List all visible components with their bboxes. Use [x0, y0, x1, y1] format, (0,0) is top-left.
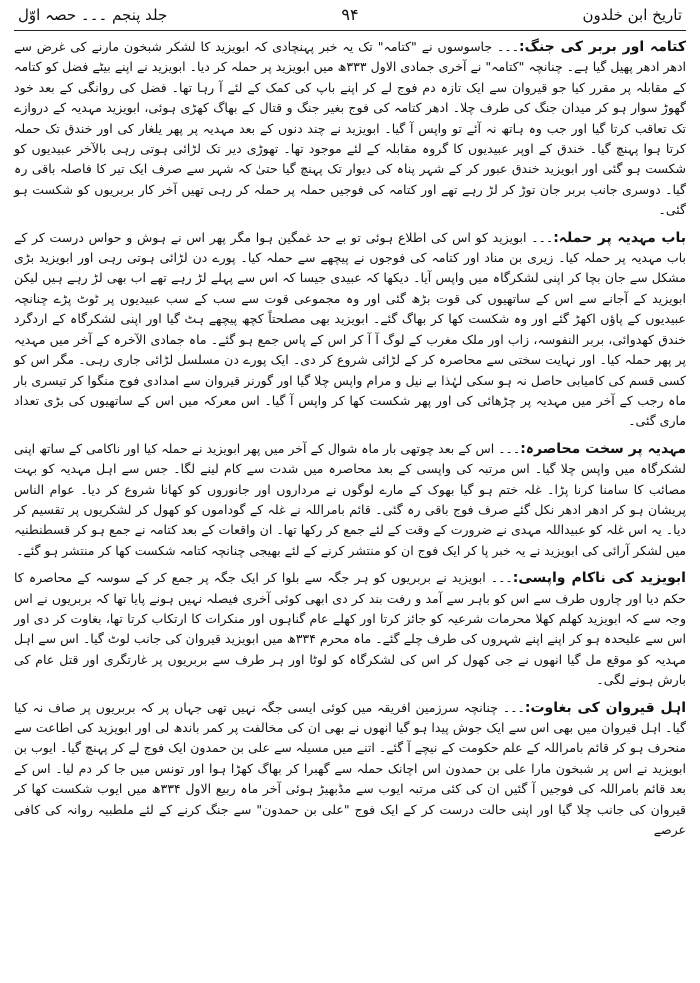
page-header [14, 0, 686, 31]
paragraph-text: ۔۔۔ جاسوسوں نے "کتامہ" تک یہ خبر پہنچادی کہ ابویزید کا لشکر شبخون مارنے کی غرض سے ادھر ادھر پھیل گیا ہے۔ چنانچہ "کتامہ" نے آخری جمادی الاول ۳۳۳ھ میں ابویزید پر حملہ کر دیا۔ ابویزید نے اپنے بیٹے فضل کو کتامہ کے مقابلہ پر مقرر کیا جو قیروان سے ایک تازہ دم فوج لے کر اپنے باپ کی کمک کے لئے آ رہا تھا۔ فضل کی روانگی کے بعد خود گھوڑ سوار ہو کر میدان جنگ کی طرف چلا۔ ادھر کتامہ کی فوج بغیر جنگ و قتال کے بھاگ کھڑی ہوئی، ابویزید مہدیہ کے دروازے تک تعاقب کرتا گیا اور جب وہ ہاتھ نہ آئے تو واپس آ گیا۔ ابویزید نے چند دنوں کے بعد مہدیہ پر پھر یلغار کی اور خندق تک حملہ کرتا ہوا پہنچ گیا۔ خندق کے اوپر عبیدیوں کا گروہ مقابلہ کے لئے موجود تھا۔ تھوڑی دیر تک لڑائی ہوتی رہی بالآخر عبیدیوں کو شکست ہو گئی اور ابویزید خندق عبور کر کے شہر پناہ کی دیوار تک پہنچ گیا حتیٰ کہ شہر سے صرف ایک تیر کا فاصلہ باقی رہ گیا۔ دوسری جانب بربر جان توڑ کر لڑ رہے تھے اور کتامہ کی فوجیں حملہ پر حملہ کر رہی تھیں آخر کار بربریوں کو شکست ہو گئی۔ [14, 39, 687, 218]
paragraph-mahdia-siege [14, 439, 686, 561]
paragraph-qairawan-revolt [14, 698, 686, 841]
paragraph-text: ۔۔۔ ابویزید کو اس کی اطلاع ہوئی تو بے حد غمگین ہوا مگر پھر اس نے ہوش و حواس درست کر کے باب مہدیہ پر حملہ کیا۔ زیری بن مناد اور کتامہ کی فوجوں نے پیچھے سے حملہ کیا۔ پورے دن لڑائی ہوتی رہی اور ابویزید بڑی مشکل سے جان بچا کر اپنی لشکرگاہ میں واپس آیا۔ دیکھا کہ عبیدی جیسا کہ اس سے پہلے لڑ رہے تھے اب بھی لڑ رہے ہیں لیکن ابویزید کے آجانے سے اس کے ساتھیوں کی قوت بڑھ گئی اور وہ مجموعی قوت سے سب کے سب عبیدیوں پر ٹوٹ پڑے چنانچہ عبیدیوں کے پاؤں اکھڑ گئے اور وہ شکست کھا کر بھاگ گئے۔ ابویزید بھی مصلحتاً کچھ پیچھے ہٹ گیا اور اپنی لشکرگاہ کے اردگرد خندق کھدوائی، بربر النفوسہ، زاب اور ملک مغرب کے لوگ آ آ کر اس کے پاس جمع ہو گئے۔ ماہ جمادی الآخرہ کے آخر میں مہدیہ پر پھر حملہ کیا۔ اور نہایت سختی سے محاصرہ کر کے لڑائی شروع کر دی۔ ایک پورے دن مسلسل لڑائی جاری رہی۔ مگر اس کو کسی قسم کی کامیابی حاصل نہ ہو سکی لہٰذا بے نیل و مرام واپس چلا گیا اور گورنر قیروان سے امدادی فوج منگوا کر تیسری بار ماہ رجب کے آخر میں مہدیہ پر چڑھائی کی اور پھر شکست کھا کر واپس آ گیا۔ اس معرکہ میں اس کے ساتھیوں کی بڑی تعداد ماری گئی۔ [14, 229, 686, 429]
section-heading: کتامہ اور بربر کی جنگ: [519, 39, 686, 55]
paragraph-text: ۔۔۔ ابویزید نے بربریوں کو ہر جگہ سے بلوا کر ایک جگہ پر جمع کر کے سوسہ کے محاصرہ کا حکم دیا اور چاروں طرف سے اس کو باہر سے آمد و رفت بند کر دی ابھی کوئی آخری فیصلہ نہیں ہونے پایا تھا کہ بربریوں نے اس وجہ سے کہ ابویزید کھلم کھلا محرمات شرعیہ کو جائز کرتا اور کھلے عام گناہوں اور منکرات کا ارتکاب کرتا تھا، بغاوت کر دی اور اس سے علیحدہ ہو کر اپنے اپنے شہروں کی طرف چلے گئے۔ ماہ محرم ۳۳۴ھ میں ابویزید قیروان کی جانب لوٹ گیا۔ اس سے اہل مہدیہ کو موقع مل گیا انھوں نے جی کھول کر اس کی لشکرگاہ کو لوٹا اور ہر طرف سے بربریوں پر غارتگری اور قتل عام کی بارش ہونے لگی۔ [14, 570, 686, 688]
page-body [14, 37, 686, 840]
section-heading: ابویزید کی ناکام واپسی: [512, 570, 686, 587]
section-heading: اہل قیروان کی بغاوت: [524, 699, 686, 716]
paragraph-mahdia-gate-attack [14, 228, 686, 432]
book-title: تاریخ ابن خلدون [582, 6, 682, 24]
paragraph-kitama-war [14, 37, 686, 221]
paragraph-text: ۔۔۔ چنانچہ سرزمین افریقہ میں کوئی ایسی جگہ نہیں تھی جہاں پر کہ بربریوں پر صاف نہ کیا گیا۔ اہل قیروان میں بھی اس سے ایک جوش پیدا ہو گیا انھوں نے بھی ان کی مخالفت پر کمر باندھ لی اور ابویزید کی اطاعت سے منحرف ہو کر قائم بامراللہ کے علم حکومت کے نیچے آ گئے۔ اتنے میں مسیلہ سے علی بن حمدون ایک فوج لے کر پہنچ گیا۔ ایوب بن ابویزید نے اس پر شبخون مارا علی بن حمدون اس اچانک حملہ سے گھبرا کر بھاگ کھڑا ہوا اور تونس میں جا کر دم لیا۔ اس کے بعد قائم بامراللہ کی فوجیں آ گئیں ان کی کئی مرتبہ ایوب سے مڈبھیڑ ہوئی آخر ماہ ربیع الاول ۳۳۴ھ میں ایوب شکست کھا کر قیروان کی جانب چلا گیا اور اپنی حالت درست کر کے ایک فوج "علی بن حمدون" سے جنگ کرنے کے لئے ملطبیہ روانہ کی کافی عرصے [14, 699, 686, 838]
section-heading: مہدیہ پر سخت محاصرہ: [520, 440, 686, 457]
volume-label: جلد پنجم ۔۔۔ حصہ اوّل [18, 6, 168, 24]
paragraph-failed-return [14, 568, 686, 690]
paragraph-text: ۔۔۔ اس کے بعد چوتھی بار ماہ شوال کے آخر میں پھر ابویزید نے حملہ کیا اور ناکامی کے ساتھ اپنی لشکرگاہ میں واپس چلا گیا۔ اس مرتبہ کی واپسی کے بعد محاصرہ میں شدت سے کام لینے لگا۔ جس سے اہل مہدیہ کو بہت مصائب کا سامنا کرنا پڑا۔ غلہ ختم ہو گیا بھوک کے مارے لوگوں نے مرداروں اور جانوروں کو کھانا شروع کر دیا۔ عوام الناس پریشان ہو کر ادھر ادھر نکل گئے صرف فوج باقی رہ گئی۔ قائم بامراللہ نے غلہ کے گوداموں کو کھول کر لشکریوں پر تقسیم کر دیا۔ یہ اس غلہ کو عبیداللہ مہدی نے ضرورت کے وقت کے لئے جمع کر رکھا تھا۔ ان واقعات کے بعد کتامہ نے جمع ہو کر قسطنطنیہ میں لشکر آرائی کی ابویزید نے یہ خبر پا کر ایک فوج ان کو منتشر کرنے کے لئے بھیجی چنانچہ کتامہ شکست کھا کر منتشر ہو گئے۔ [14, 440, 686, 558]
page-number: ۹۴ [341, 5, 359, 24]
section-heading: باب مہدیہ پر حملہ: [553, 229, 686, 246]
